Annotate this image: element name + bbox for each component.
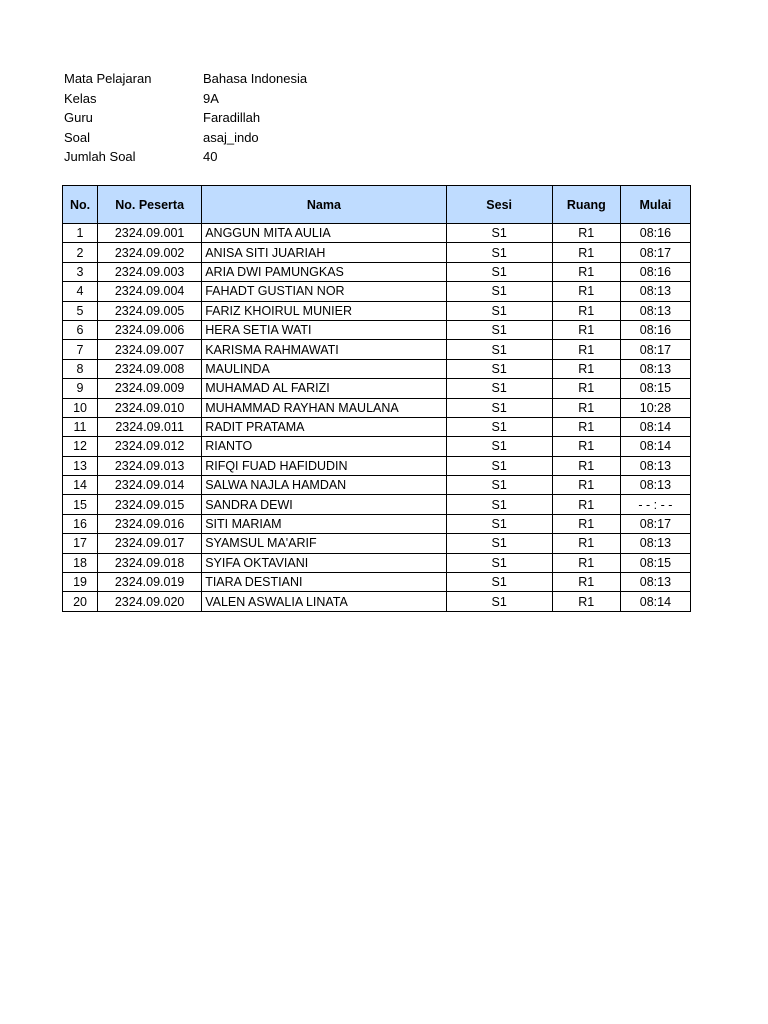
participant-table [62, 185, 691, 612]
cell-no: 2 [63, 243, 98, 262]
info-row-question-set [64, 128, 307, 148]
table-row [63, 398, 691, 417]
column-header-session: Sesi [446, 186, 552, 224]
cell-start-time: 08:16 [620, 320, 690, 339]
table-row [63, 456, 691, 475]
info-row-question-count [64, 147, 307, 167]
cell-session: S1 [446, 514, 552, 533]
cell-room: R1 [552, 553, 620, 572]
cell-no: 3 [63, 262, 98, 281]
cell-name: VALEN ASWALIA LINATA [202, 592, 446, 611]
cell-room: R1 [552, 476, 620, 495]
cell-room: R1 [552, 262, 620, 281]
info-label: Jumlah Soal [64, 149, 136, 164]
table-row [63, 417, 691, 436]
table-body [63, 224, 691, 612]
cell-name: SITI MARIAM [202, 514, 446, 533]
table-row [63, 534, 691, 553]
cell-start-time: 08:17 [620, 514, 690, 533]
cell-session: S1 [446, 243, 552, 262]
cell-start-time: 08:15 [620, 553, 690, 572]
cell-no: 6 [63, 320, 98, 339]
table-row [63, 592, 691, 611]
cell-name: TIARA DESTIANI [202, 573, 446, 592]
cell-room: R1 [552, 417, 620, 436]
cell-room: R1 [552, 243, 620, 262]
cell-name: RADIT PRATAMA [202, 417, 446, 436]
cell-start-time: 08:17 [620, 243, 690, 262]
cell-participant-number: 2324.09.014 [98, 476, 202, 495]
cell-start-time: 08:13 [620, 359, 690, 378]
cell-room: R1 [552, 514, 620, 533]
cell-participant-number: 2324.09.008 [98, 359, 202, 378]
cell-start-time: 08:13 [620, 301, 690, 320]
cell-participant-number: 2324.09.009 [98, 379, 202, 398]
cell-session: S1 [446, 553, 552, 572]
cell-no: 19 [63, 573, 98, 592]
cell-name: SANDRA DEWI [202, 495, 446, 514]
cell-name: MUHAMAD AL FARIZI [202, 379, 446, 398]
info-label: Soal [64, 129, 91, 145]
cell-start-time: 08:16 [620, 262, 690, 281]
cell-name: KARISMA RAHMAWATI [202, 340, 446, 359]
info-value: 9A [203, 90, 219, 106]
cell-name: SYIFA OKTAVIANI [202, 553, 446, 572]
cell-start-time: 10:28 [620, 398, 690, 417]
cell-start-time: 08:14 [620, 417, 690, 436]
cell-room: R1 [552, 592, 620, 611]
table-row [63, 262, 691, 281]
cell-participant-number: 2324.09.011 [98, 417, 202, 436]
cell-session: S1 [446, 359, 552, 378]
cell-room: R1 [552, 573, 620, 592]
cell-name: HERA SETIA WATI [202, 320, 446, 339]
cell-room: R1 [552, 456, 620, 475]
info-value: asaj_indo [203, 129, 259, 145]
table-row [63, 282, 691, 301]
cell-name: ARIA DWI PAMUNGKAS [202, 262, 446, 281]
cell-session: S1 [446, 456, 552, 475]
column-header-no: No. [63, 186, 98, 224]
cell-participant-number: 2324.09.010 [98, 398, 202, 417]
cell-session: S1 [446, 592, 552, 611]
column-header-room: Ruang [552, 186, 620, 224]
cell-start-time: 08:13 [620, 573, 690, 592]
cell-participant-number: 2324.09.015 [98, 495, 202, 514]
cell-no: 1 [63, 224, 98, 243]
cell-start-time: 08:13 [620, 476, 690, 495]
cell-name: FARIZ KHOIRUL MUNIER [202, 301, 446, 320]
cell-participant-number: 2324.09.004 [98, 282, 202, 301]
table-row [63, 301, 691, 320]
cell-start-time: 08:17 [620, 340, 690, 359]
cell-name: ANGGUN MITA AULIA [202, 224, 446, 243]
table-row [63, 340, 691, 359]
table-row [63, 495, 691, 514]
table-row [63, 243, 691, 262]
cell-participant-number: 2324.09.019 [98, 573, 202, 592]
cell-session: S1 [446, 224, 552, 243]
info-value: Bahasa Indonesia [203, 71, 308, 86]
cell-start-time: 08:14 [620, 592, 690, 611]
cell-name: RIFQI FUAD HAFIDUDIN [202, 456, 446, 475]
cell-participant-number: 2324.09.016 [98, 514, 202, 533]
cell-participant-number: 2324.09.001 [98, 224, 202, 243]
cell-no: 20 [63, 592, 98, 611]
cell-participant-number: 2324.09.018 [98, 553, 202, 572]
cell-name: SALWA NAJLA HAMDAN [202, 476, 446, 495]
cell-name: FAHADT GUSTIAN NOR [202, 282, 446, 301]
cell-room: R1 [552, 379, 620, 398]
cell-session: S1 [446, 301, 552, 320]
info-row-teacher [64, 108, 307, 128]
cell-session: S1 [446, 282, 552, 301]
cell-no: 9 [63, 379, 98, 398]
cell-participant-number: 2324.09.002 [98, 243, 202, 262]
cell-start-time: 08:15 [620, 379, 690, 398]
cell-room: R1 [552, 495, 620, 514]
cell-no: 17 [63, 534, 98, 553]
table-row [63, 553, 691, 572]
cell-room: R1 [552, 534, 620, 553]
info-row-class [64, 89, 307, 109]
cell-session: S1 [446, 495, 552, 514]
cell-participant-number: 2324.09.006 [98, 320, 202, 339]
cell-participant-number: 2324.09.007 [98, 340, 202, 359]
cell-no: 15 [63, 495, 98, 514]
cell-start-time: 08:16 [620, 224, 690, 243]
cell-session: S1 [446, 476, 552, 495]
info-label: Guru [64, 110, 93, 125]
cell-name: RIANTO [202, 437, 446, 456]
table-row [63, 437, 691, 456]
cell-session: S1 [446, 320, 552, 339]
cell-participant-number: 2324.09.020 [98, 592, 202, 611]
cell-no: 10 [63, 398, 98, 417]
cell-room: R1 [552, 398, 620, 417]
cell-session: S1 [446, 340, 552, 359]
table-row [63, 514, 691, 533]
cell-start-time: 08:13 [620, 456, 690, 475]
info-value: Faradillah [203, 110, 261, 125]
cell-no: 5 [63, 301, 98, 320]
cell-name: MAULINDA [202, 359, 446, 378]
cell-room: R1 [552, 359, 620, 378]
column-header-participant-number: No. Peserta [98, 186, 202, 224]
table-row [63, 320, 691, 339]
cell-start-time: 08:14 [620, 437, 690, 456]
column-header-start: Mulai [620, 186, 690, 224]
cell-session: S1 [446, 573, 552, 592]
cell-room: R1 [552, 301, 620, 320]
cell-name: MUHAMMAD RAYHAN MAULANA [202, 398, 446, 417]
cell-no: 4 [63, 282, 98, 301]
cell-room: R1 [552, 340, 620, 359]
cell-no: 12 [63, 437, 98, 456]
cell-no: 7 [63, 340, 98, 359]
cell-no: 14 [63, 476, 98, 495]
cell-participant-number: 2324.09.012 [98, 437, 202, 456]
cell-name: ANISA SITI JUARIAH [202, 243, 446, 262]
cell-participant-number: 2324.09.005 [98, 301, 202, 320]
table-row [63, 224, 691, 243]
cell-session: S1 [446, 417, 552, 436]
column-header-name: Nama [202, 186, 446, 224]
cell-room: R1 [552, 224, 620, 243]
table-row [63, 573, 691, 592]
cell-session: S1 [446, 379, 552, 398]
info-label: Mata Pelajaran [64, 71, 152, 86]
cell-no: 16 [63, 514, 98, 533]
cell-session: S1 [446, 534, 552, 553]
cell-participant-number: 2324.09.013 [98, 456, 202, 475]
exam-info-block [64, 69, 307, 167]
cell-no: 18 [63, 553, 98, 572]
info-label: Kelas [64, 90, 97, 106]
table-row [63, 359, 691, 378]
cell-name: SYAMSUL MA'ARIF [202, 534, 446, 553]
cell-session: S1 [446, 262, 552, 281]
cell-session: S1 [446, 437, 552, 456]
cell-no: 13 [63, 456, 98, 475]
cell-participant-number: 2324.09.003 [98, 262, 202, 281]
info-value: 40 [203, 149, 218, 164]
info-row-subject [64, 69, 307, 89]
cell-no: 8 [63, 359, 98, 378]
cell-no: 11 [63, 417, 98, 436]
table-header-row [63, 186, 691, 224]
cell-start-time: 08:13 [620, 534, 690, 553]
table-row [63, 379, 691, 398]
cell-room: R1 [552, 320, 620, 339]
cell-session: S1 [446, 398, 552, 417]
cell-start-time: 08:13 [620, 282, 690, 301]
cell-room: R1 [552, 282, 620, 301]
cell-participant-number: 2324.09.017 [98, 534, 202, 553]
cell-room: R1 [552, 437, 620, 456]
table-row [63, 476, 691, 495]
cell-start-time: - - : - - [620, 495, 690, 514]
